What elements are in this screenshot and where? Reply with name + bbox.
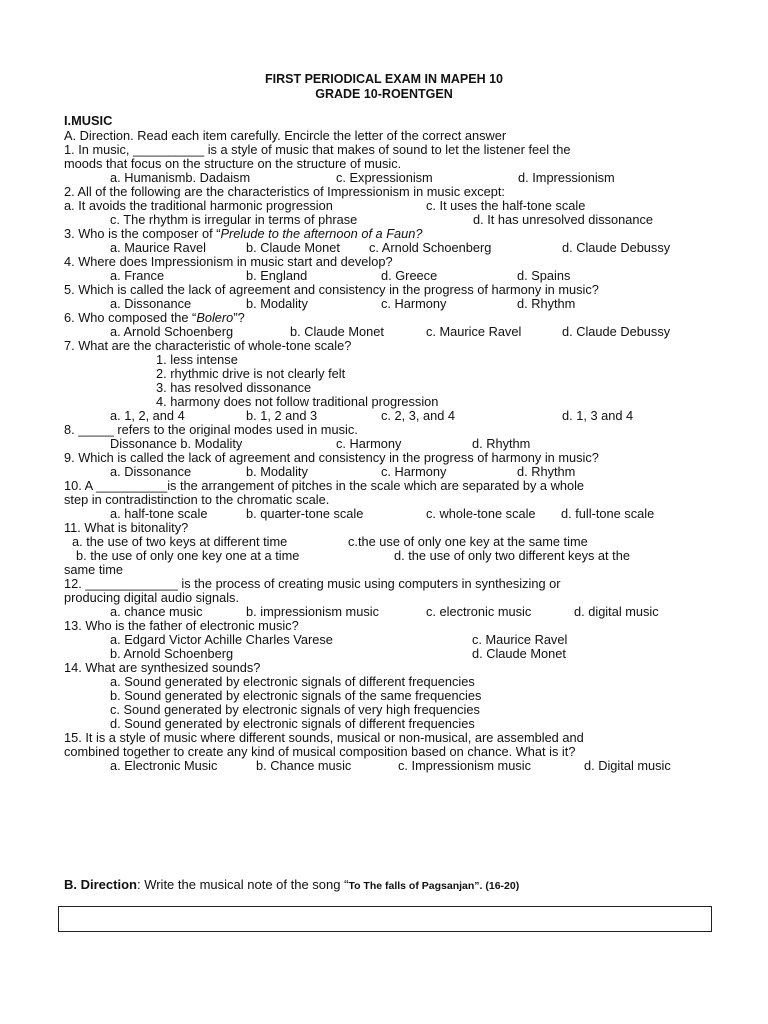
q2-option-d: d. It has unresolved dissonance [473, 212, 653, 227]
q7-item-4: 4. harmony does not follow traditional progression [156, 394, 439, 409]
q14-option-c: c. Sound generated by electronic signals of very high frequencies [110, 702, 480, 717]
q9-option-d: d. Rhythm [517, 464, 576, 479]
q4-option-b: b. England [246, 268, 308, 283]
q7-item-1: 1. less intense [156, 352, 238, 367]
q8-option-ab: Dissonance b. Modality [110, 436, 243, 451]
q9-option-b: b. Modality [246, 464, 308, 479]
q4-option-d: d. Spains [517, 268, 571, 283]
exam-title: FIRST PERIODICAL EXAM IN MAPEH 10 [265, 72, 503, 86]
q6-option-d: d. Claude Debussy [562, 324, 671, 339]
q10-option-c: c. whole-tone scale [426, 506, 536, 521]
q1-option-d: d. Impressionism [518, 170, 615, 185]
q10-option-b: b. quarter-tone scale [246, 506, 364, 521]
question-1-cont: moods that focus on the structure on the structure of music. [64, 156, 402, 171]
q11-option-b: b. the use of only one key one at a time [76, 548, 300, 563]
question-15-cont: combined together to create any kind of musical composition based on chance. What is it? [64, 744, 576, 759]
question-3: 3. Who is the composer of “Prelude to the afternoon of a Faun? [64, 226, 423, 241]
question-10-cont: step in contradistinction to the chromatic scale. [64, 492, 330, 507]
q15-option-c: c. Impressionism music [398, 758, 531, 773]
q4-option-c: d. Greece [381, 268, 438, 283]
section-heading: I.MUSIC [64, 113, 113, 128]
q2-option-c1: c. It uses the half-tone scale [426, 198, 586, 213]
answer-box[interactable] [58, 906, 712, 932]
question-12: 12. _____________ is the process of creating music using computers in synthesizing or [64, 576, 561, 591]
q3-option-b: b. Claude Monet [246, 240, 340, 255]
q5-option-b: b. Modality [246, 296, 308, 311]
q12-option-a: a. chance music [110, 604, 203, 619]
question-14: 14. What are synthesized sounds? [64, 660, 261, 675]
q9-option-c: c. Harmony [381, 464, 447, 479]
q13-option-c: c. Maurice Ravel [472, 632, 568, 647]
q7-option-d: d. 1, 3 and 4 [562, 408, 634, 423]
q11-option-d: d. the use of only two different keys at the [394, 548, 630, 563]
question-1: 1. In music, __________ is a style of music that makes of sound to let the listener feel the [64, 142, 571, 157]
question-2: 2. All of the following are the characteristics of Impressionism in music except: [64, 184, 505, 199]
q11-option-c: c.the use of only one key at the same time [348, 534, 588, 549]
q12-option-b: b. impressionism music [246, 604, 379, 619]
direction-b: B. Direction: Write the musical note of the song “To The falls of Pagsanjan”. (16-20) [64, 877, 520, 892]
q15-option-b: b. Chance music [256, 758, 352, 773]
q15-option-a: a. Electronic Music [110, 758, 218, 773]
q3-option-c: c. Arnold Schoenberg [369, 240, 492, 255]
q7-option-c: c. 2, 3, and 4 [381, 408, 455, 423]
question-11: 11. What is bitonality? [64, 520, 189, 535]
q4-option-a: a. France [110, 268, 165, 283]
q7-item-3: 3. has resolved dissonance [156, 380, 312, 395]
question-9: 9. Which is called the lack of agreement and consistency in the progress of harmony in music? [64, 450, 599, 465]
q3-option-a: a. Maurice Ravel [110, 240, 207, 255]
q6-option-b: b. Claude Monet [290, 324, 384, 339]
q13-option-b: b. Arnold Schoenberg [110, 646, 234, 661]
q7-option-b: b. 1, 2 and 3 [246, 408, 318, 423]
q14-option-d: d. Sound generated by electronic signals of different frequencies [110, 716, 475, 731]
q11-option-d-cont: same time [64, 562, 124, 577]
q11-option-a: a. the use of two keys at different time [72, 534, 288, 549]
q5-option-a: a. Dissonance [110, 296, 192, 311]
q13-option-a: a. Edgard Victor Achille Charles Varese [110, 632, 333, 647]
question-8: 8. _____ refers to the original modes used in music. [64, 422, 358, 437]
q13-option-d: d. Claude Monet [472, 646, 566, 661]
exam-subtitle: GRADE 10-ROENTGEN [315, 87, 453, 101]
q7-option-a: a. 1, 2, and 4 [110, 408, 185, 423]
question-12-cont: producing digital audio signals. [64, 590, 240, 605]
question-15: 15. It is a style of music where different sounds, musical or non-musical, are assembled and [64, 730, 584, 745]
q8-option-d: d. Rhythm [472, 436, 531, 451]
q15-option-d: d. Digital music [584, 758, 671, 773]
q9-option-a: a. Dissonance [110, 464, 192, 479]
question-4: 4. Where does Impressionism in music start and develop? [64, 254, 393, 269]
q7-item-2: 2. rhythmic drive is not clearly felt [156, 366, 346, 381]
question-5: 5. Which is called the lack of agreement and consistency in the progress of harmony in music? [64, 282, 599, 297]
q10-option-a: a. half-tone scale [110, 506, 208, 521]
q6-option-a: a. Arnold Schoenberg [110, 324, 234, 339]
question-7: 7. What are the characteristic of whole-tone scale? [64, 338, 352, 353]
q12-option-c: c. electronic music [426, 604, 532, 619]
q8-option-c: c. Harmony [336, 436, 402, 451]
q5-option-d: d. Rhythm [517, 296, 576, 311]
q5-option-c: c. Harmony [381, 296, 447, 311]
q1-option-ab: a. Humanismb. Dadaism [110, 170, 251, 185]
q6-option-c: c. Maurice Ravel [426, 324, 522, 339]
direction-a: A. Direction. Read each item carefully. Encircle the letter of the correct answer [64, 128, 507, 143]
q12-option-d: d. digital music [574, 604, 659, 619]
question-10: 10. A __________is the arrangement of pitches in the scale which are separated by a whole [64, 478, 585, 493]
q2-option-c2: c. The rhythm is irregular in terms of phrase [110, 212, 358, 227]
question-6: 6. Who composed the “Bolero”? [64, 310, 245, 325]
question-13: 13. Who is the father of electronic music? [64, 618, 299, 633]
q14-option-b: b. Sound generated by electronic signals of the same frequencies [110, 688, 482, 703]
q1-option-c: c. Expressionism [336, 170, 433, 185]
q3-option-d: d. Claude Debussy [562, 240, 671, 255]
q10-option-d: d. full-tone scale [561, 506, 655, 521]
q2-option-a: a. It avoids the traditional harmonic progression [64, 198, 333, 213]
q14-option-a: a. Sound generated by electronic signals of different frequencies [110, 674, 475, 689]
